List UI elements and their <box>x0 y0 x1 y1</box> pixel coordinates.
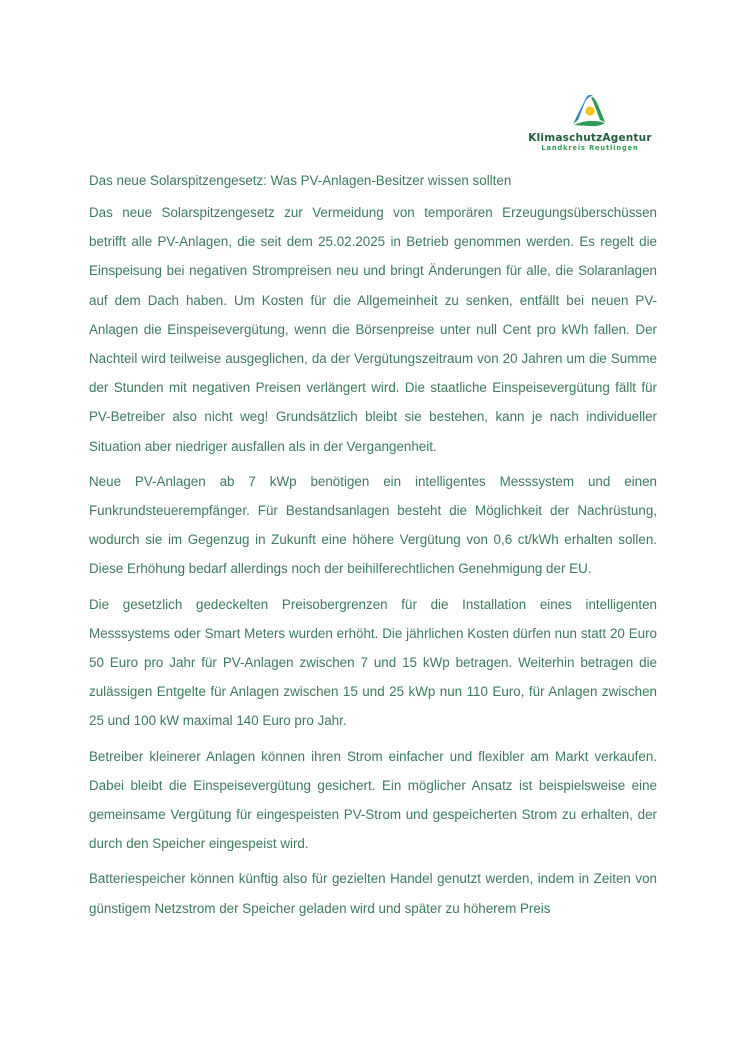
triangle-logo-icon <box>569 90 609 128</box>
document-body <box>89 170 657 929</box>
logo-name: KlimaschutzAgentur <box>528 132 652 144</box>
paragraph-smart-meter: Neue PV-Anlagen ab 7 kWp benötigen ein intelligentes Messsystem und einen Funkrundsteuerempfänger. Für Bestandsanlagen besteht die Möglichkeit der Nachrüstung, wodurch sie im Gegenzug in Zukunft eine höhere Vergütung von 0,6 ct/kWh erhalten sollen. Diese Erhöhung bedarf allerdings noch der beihilferechtlichen Genehmigung der EU. <box>89 473 657 577</box>
paragraph-price-caps: Die gesetzlich gedeckelten Preisobergrenzen für die Installation eines intelligenten Messsystems oder Smart Meters wurden erhöht. Die jährlichen Kosten dürfen nun statt 20 Euro 50 Euro pro Jahr für PV-Anlagen zwischen 7 und 15 kWp betragen. Weiterhin betragen die zulässigen Entgelte für Anlagen zwischen 15 und 25 kWp nun 110 Euro, für Anlagen zwischen 25 und 100 kW maximal 140 Euro pro Jahr. <box>89 596 657 729</box>
logo-subname: Landkreis Reutlingen <box>541 144 639 152</box>
document-headline: Das neue Solarspitzengesetz: Was PV-Anlagen-Besitzer wissen sollten <box>89 173 512 188</box>
paragraph-market-sales: Betreiber kleinerer Anlagen können ihren Strom einfacher und flexibler am Markt verkaufen. Dabei bleibt die Einspeisevergütung gesichert. Ein möglicher Ansatz ist beispielsweise eine gemeinsame Vergütung für eingespeisten PV-Strom und gespeicherten Strom zu erhalten, der durch den Speicher eingespeist wird. <box>89 748 657 852</box>
paragraph-battery-storage: Batteriespeicher können künftig also für gezielten Handel genutzt werden, indem in Zeiten von günstigem Netzstrom der Speicher geladen wird und später zu höherem Preis <box>89 871 657 916</box>
organization-logo <box>522 90 658 154</box>
paragraph-intro: Das neue Solarspitzengesetz zur Vermeidung von temporären Erzeugungsüberschüssen betrifft alle PV-Anlagen, die seit dem 25.02.2025 in Betrieb genommen werden. Es regelt die Einspeisung bei negativen Strompreisen neu und bringt Änderungen für alle, die Solaranlagen auf dem Dach haben. Um Kosten für die Allgemeinheit zu senken, entfällt bei neuen PV-Anlagen die Einspeisevergütung, wenn die Börsenpreise unter null Cent pro kWh fallen. Der Nachteil wird teilweise ausgeglichen, da der Vergütungszeitraum von 20 Jahren um die Summe der Stunden mit negativen Preisen verlängert wird. Die staatliche Einspeisevergütung fällt für PV-Betreiber also nicht weg! Grundsätzlich bleibt sie bestehen, kann je nach individueller Situation aber niedriger ausfallen als in der Vergangenheit. <box>89 205 657 454</box>
